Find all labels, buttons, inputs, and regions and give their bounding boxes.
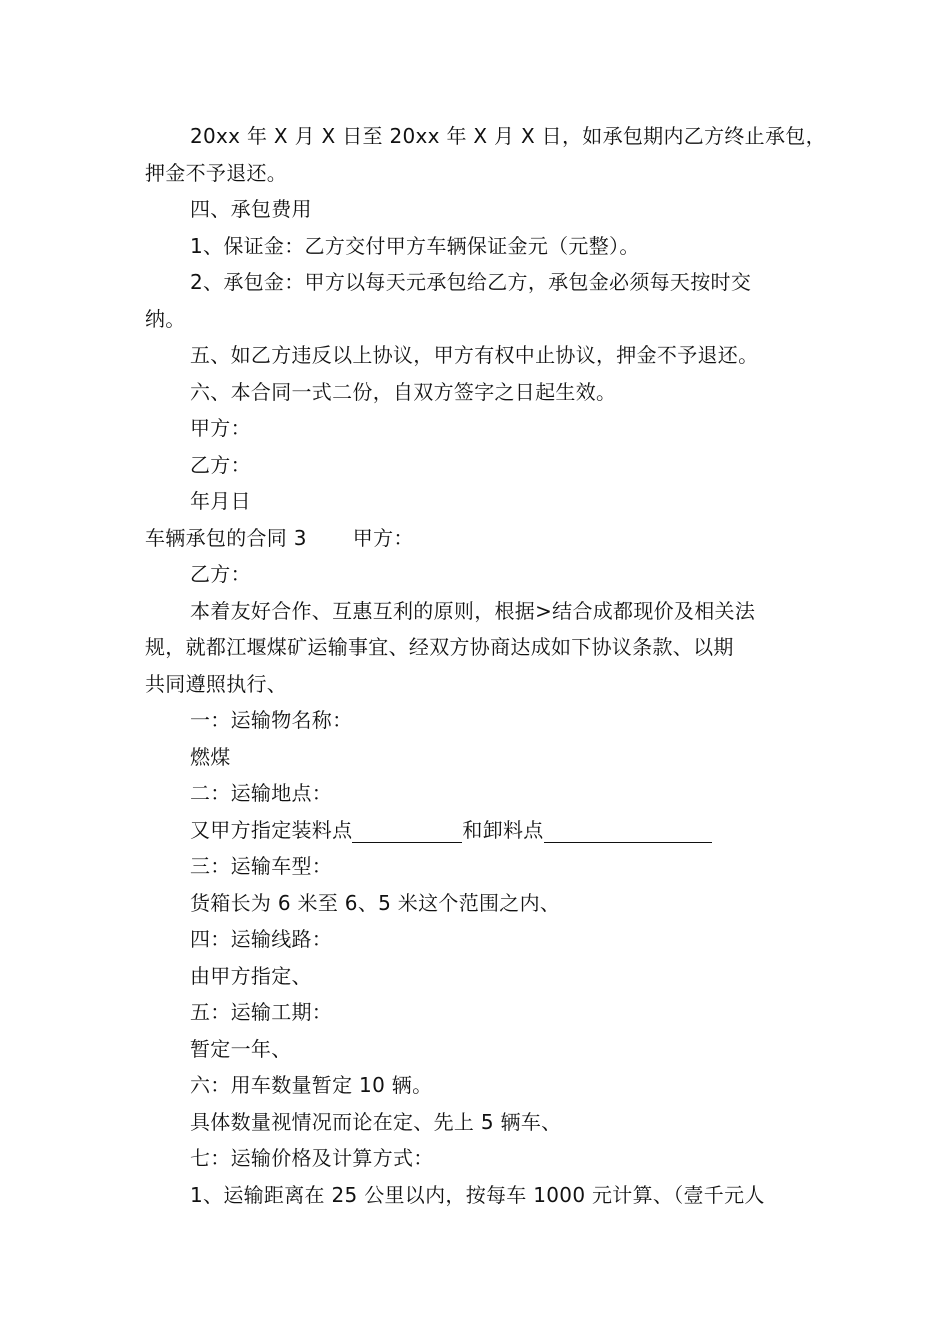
paragraph-line: 本着友好合作、互惠互利的原则，根据>结合成都现价及相关法: [190, 598, 756, 623]
party-b-label: 乙方：: [190, 562, 251, 586]
section-heading: 三：运输车型：: [190, 854, 333, 878]
section-heading: 七：运输价格及计算方式：: [190, 1146, 434, 1170]
paragraph-line: 1、保证金：乙方交付甲方车辆保证金元（元整）。: [190, 233, 640, 258]
contract-title-line: [145, 520, 815, 557]
party-a-signature-label: 甲方：: [190, 416, 251, 440]
paragraph-line: 五、如乙方违反以上协议，甲方有权中止协议，押金不予退还。: [190, 343, 759, 367]
unloading-point-blank: [544, 818, 712, 843]
paragraph-line: 共同遵照执行、: [145, 671, 288, 696]
location-line: [145, 812, 815, 849]
paragraph-line: 暂定一年、: [190, 1036, 292, 1061]
unloading-point-label: 和卸料点: [462, 817, 544, 842]
section-heading: 一：运输物名称：: [190, 708, 353, 732]
paragraph-line: 2、承包金：甲方以每天元承包给乙方，承包金必须每天按时交: [190, 270, 752, 294]
paragraph-line: 六、本合同一式二份，自双方签字之日起生效。: [190, 379, 617, 404]
section-heading: 四：运输线路：: [190, 927, 333, 951]
loading-point-blank: [352, 818, 462, 843]
date-line: 年月日: [190, 489, 251, 513]
paragraph-line: 规，就都江堰煤矿运输事宜、经双方协商达成如下协议条款、以期: [145, 635, 734, 659]
section-heading: 六：用车数量暂定 10 辆。: [190, 1073, 433, 1097]
paragraph-line: 纳。: [145, 306, 186, 331]
party-b-signature-label: 乙方：: [190, 452, 251, 477]
loading-point-label: 又甲方指定装料点: [190, 817, 353, 842]
section-heading: 四、承包费用: [190, 197, 312, 221]
document-body: [145, 118, 826, 1213]
paragraph-line: 1、运输距离在 25 公里以内，按每车 1000 元计算、（壹千元人: [190, 1182, 765, 1207]
paragraph-line: 由甲方指定、: [190, 963, 312, 988]
paragraph-line: 货箱长为 6 米至 6、5 米这个范围之内、: [190, 890, 561, 915]
section-heading: 二：运输地点：: [190, 781, 333, 805]
party-a-label: 甲方：: [352, 525, 414, 550]
paragraph-line: 20xx 年 X 月 X 日至 20xx 年 X 月 X 日，如承包期内乙方终止承包，: [190, 124, 826, 148]
contract-title: 车辆承包的合同 3: [145, 525, 307, 550]
paragraph-line: 燃煤: [190, 744, 231, 769]
paragraph-line: 押金不予退还。: [145, 160, 288, 185]
paragraph-line: 具体数量视情况而论在定、先上 5 辆车、: [190, 1109, 562, 1134]
section-heading: 五：运输工期：: [190, 1000, 333, 1024]
